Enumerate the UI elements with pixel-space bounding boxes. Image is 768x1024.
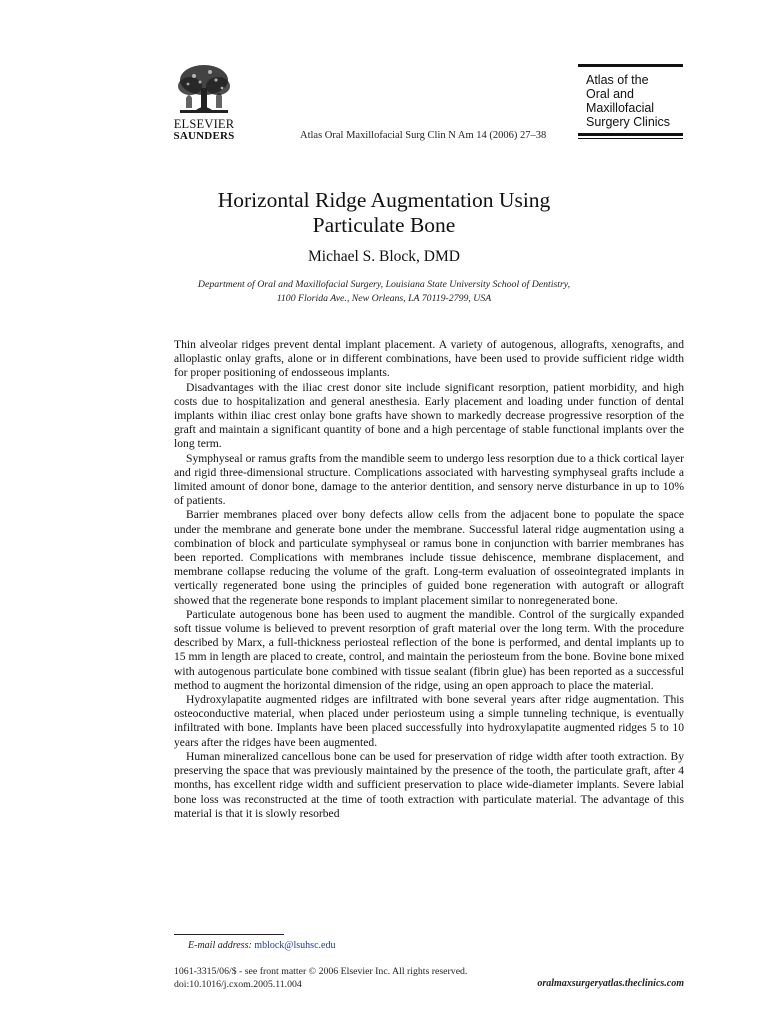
- body-paragraph: Symphyseal or ramus grafts from the mandible seem to undergo less resorption due to a thick cortical layer and rigid three-dimensional structure. Complications associated with harvesting symphyseal grafts include a limited amount of donor bone, damage to the anterior dentition, and sensory nerve disturbance in up to 10% of patients.: [174, 451, 684, 508]
- affiliation-line-2: 1100 Florida Ave., New Orleans, LA 70119-2799, USA: [276, 293, 492, 304]
- journal-name-line: Atlas of the: [586, 73, 649, 87]
- journal-name: [586, 73, 683, 129]
- logo-text-elsevier: ELSEVIER: [173, 117, 235, 131]
- author-affiliation: [0, 278, 768, 306]
- journal-name-line: Oral and: [586, 87, 634, 101]
- journal-citation: Atlas Oral Maxillofacial Surg Clin N Am 14 (2006) 27–38: [300, 130, 547, 141]
- issn-line: 1061-3315/06/$ - see front matter © 2006 Elsevier Inc. All rights reserved.: [174, 966, 468, 977]
- email-link[interactable]: mblock@lsuhsc.edu: [254, 940, 336, 951]
- article-body: [174, 338, 684, 821]
- journal-bottom-rule: [578, 133, 683, 136]
- email-label: E-mail address:: [188, 940, 252, 951]
- journal-name-line: Maxillofacial: [586, 101, 655, 115]
- affiliation-line-1: Department of Oral and Maxillofacial Surgery, Louisiana State University School of Dentistry,: [197, 279, 571, 290]
- article-title: [0, 188, 768, 238]
- body-paragraph: Barrier membranes placed over bony defects allow cells from the adjacent bone to populate the space under the membrane and generate bone under the membrane. Successful lateral ridge augmentation using a combination of block and particulate symphyseal or ramus bone in conjunction with barrier membranes has been reported. Complications with membranes include tissue dehiscence, membrane displacement, and membrane collapse reducing the volume of the graft. Long-term evaluation of osseointegrated implants in vertically regenerated bone using the principles of guided bone regeneration with autograft or allograft showed that the regenerate bone responds to implant placement similar to nonregenerated bone.: [174, 508, 684, 607]
- author-email-footnote: [188, 940, 335, 951]
- journal-top-rule: [578, 64, 683, 67]
- title-line-1: Horizontal Ridge Augmentation Using: [217, 188, 551, 212]
- body-paragraph: Hydroxylapatite augmented ridges are infiltrated with bone several years after ridge augmentation. This osteoconductive material, when placed under periosteum using a simple tunneling technique, is eventually infiltrated with bone. Implants have been placed successfully into hydroxylapatite augmented ridges 5 to 10 years after the ridges have been augmented.: [174, 693, 684, 749]
- footnote-rule: [174, 934, 284, 935]
- body-paragraph: Particulate autogenous bone has been used to augment the mandible. Control of the surgically expanded soft tissue volume is believed to prevent resorption of graft material over the long term. With the procedure described by Marx, a full-thickness periosteal reflection of the bone is performed, and dental implants up to 15 mm in length are placed to create, control, and maintain the periosteum from the bone. Bovine bone mixed with autogenous particulate bone combined with tissue sealant (fibrin glue) has been reported as a successful method to augment the horizontal dimension of the ridge, using an open approach to place the material.: [174, 607, 684, 692]
- body-paragraph: Human mineralized cancellous bone can be used for preservation of ridge width after tooth extraction. By preserving the space that was previously maintained by the presence of the tooth, the particulate graft, after 4 months, has excellent ridge width and sufficient preservation to place wide-diameter implants. Severe labial bone loss was reconstructed at the time of tooth extraction with particulate material. The advantage of this material is that it is slowly resorbed: [174, 749, 684, 820]
- copyright-block: [174, 966, 467, 991]
- elsevier-tree-icon: [174, 62, 234, 118]
- body-paragraph: Disadvantages with the iliac crest donor site include significant resorption, patient morbidity, and high costs due to hospitalization and general anesthesia. Early placement and loading under function of dental implants within iliac crest onlay bone grafts have shown to markedly decrease progressive resorption of the graft and maintain a significant quantity of bone and a high percentage of stable functional implants over the long term.: [174, 380, 684, 451]
- journal-name-line: Surgery Clinics: [586, 115, 671, 129]
- journal-name-box: [578, 64, 683, 139]
- journal-website[interactable]: oralmaxsurgeryatlas.theclinics.com: [537, 978, 684, 989]
- article-author: Michael S. Block, DMD: [308, 248, 460, 265]
- doi-line: doi:10.1016/j.cxom.2005.11.004: [174, 978, 302, 990]
- journal-bottom-thin-rule: [578, 138, 683, 139]
- logo-text-saunders: SAUNDERS: [173, 130, 235, 142]
- title-line-2: Particulate Bone: [312, 213, 456, 237]
- body-paragraph: Thin alveolar ridges prevent dental implant placement. A variety of autogenous, allografts, xenografts, and alloplastic onlay grafts, alone or in different combinations, have been used to provide sufficient ridge width for proper positioning of endosseous implants.: [174, 338, 684, 380]
- publisher-logo: [170, 62, 238, 142]
